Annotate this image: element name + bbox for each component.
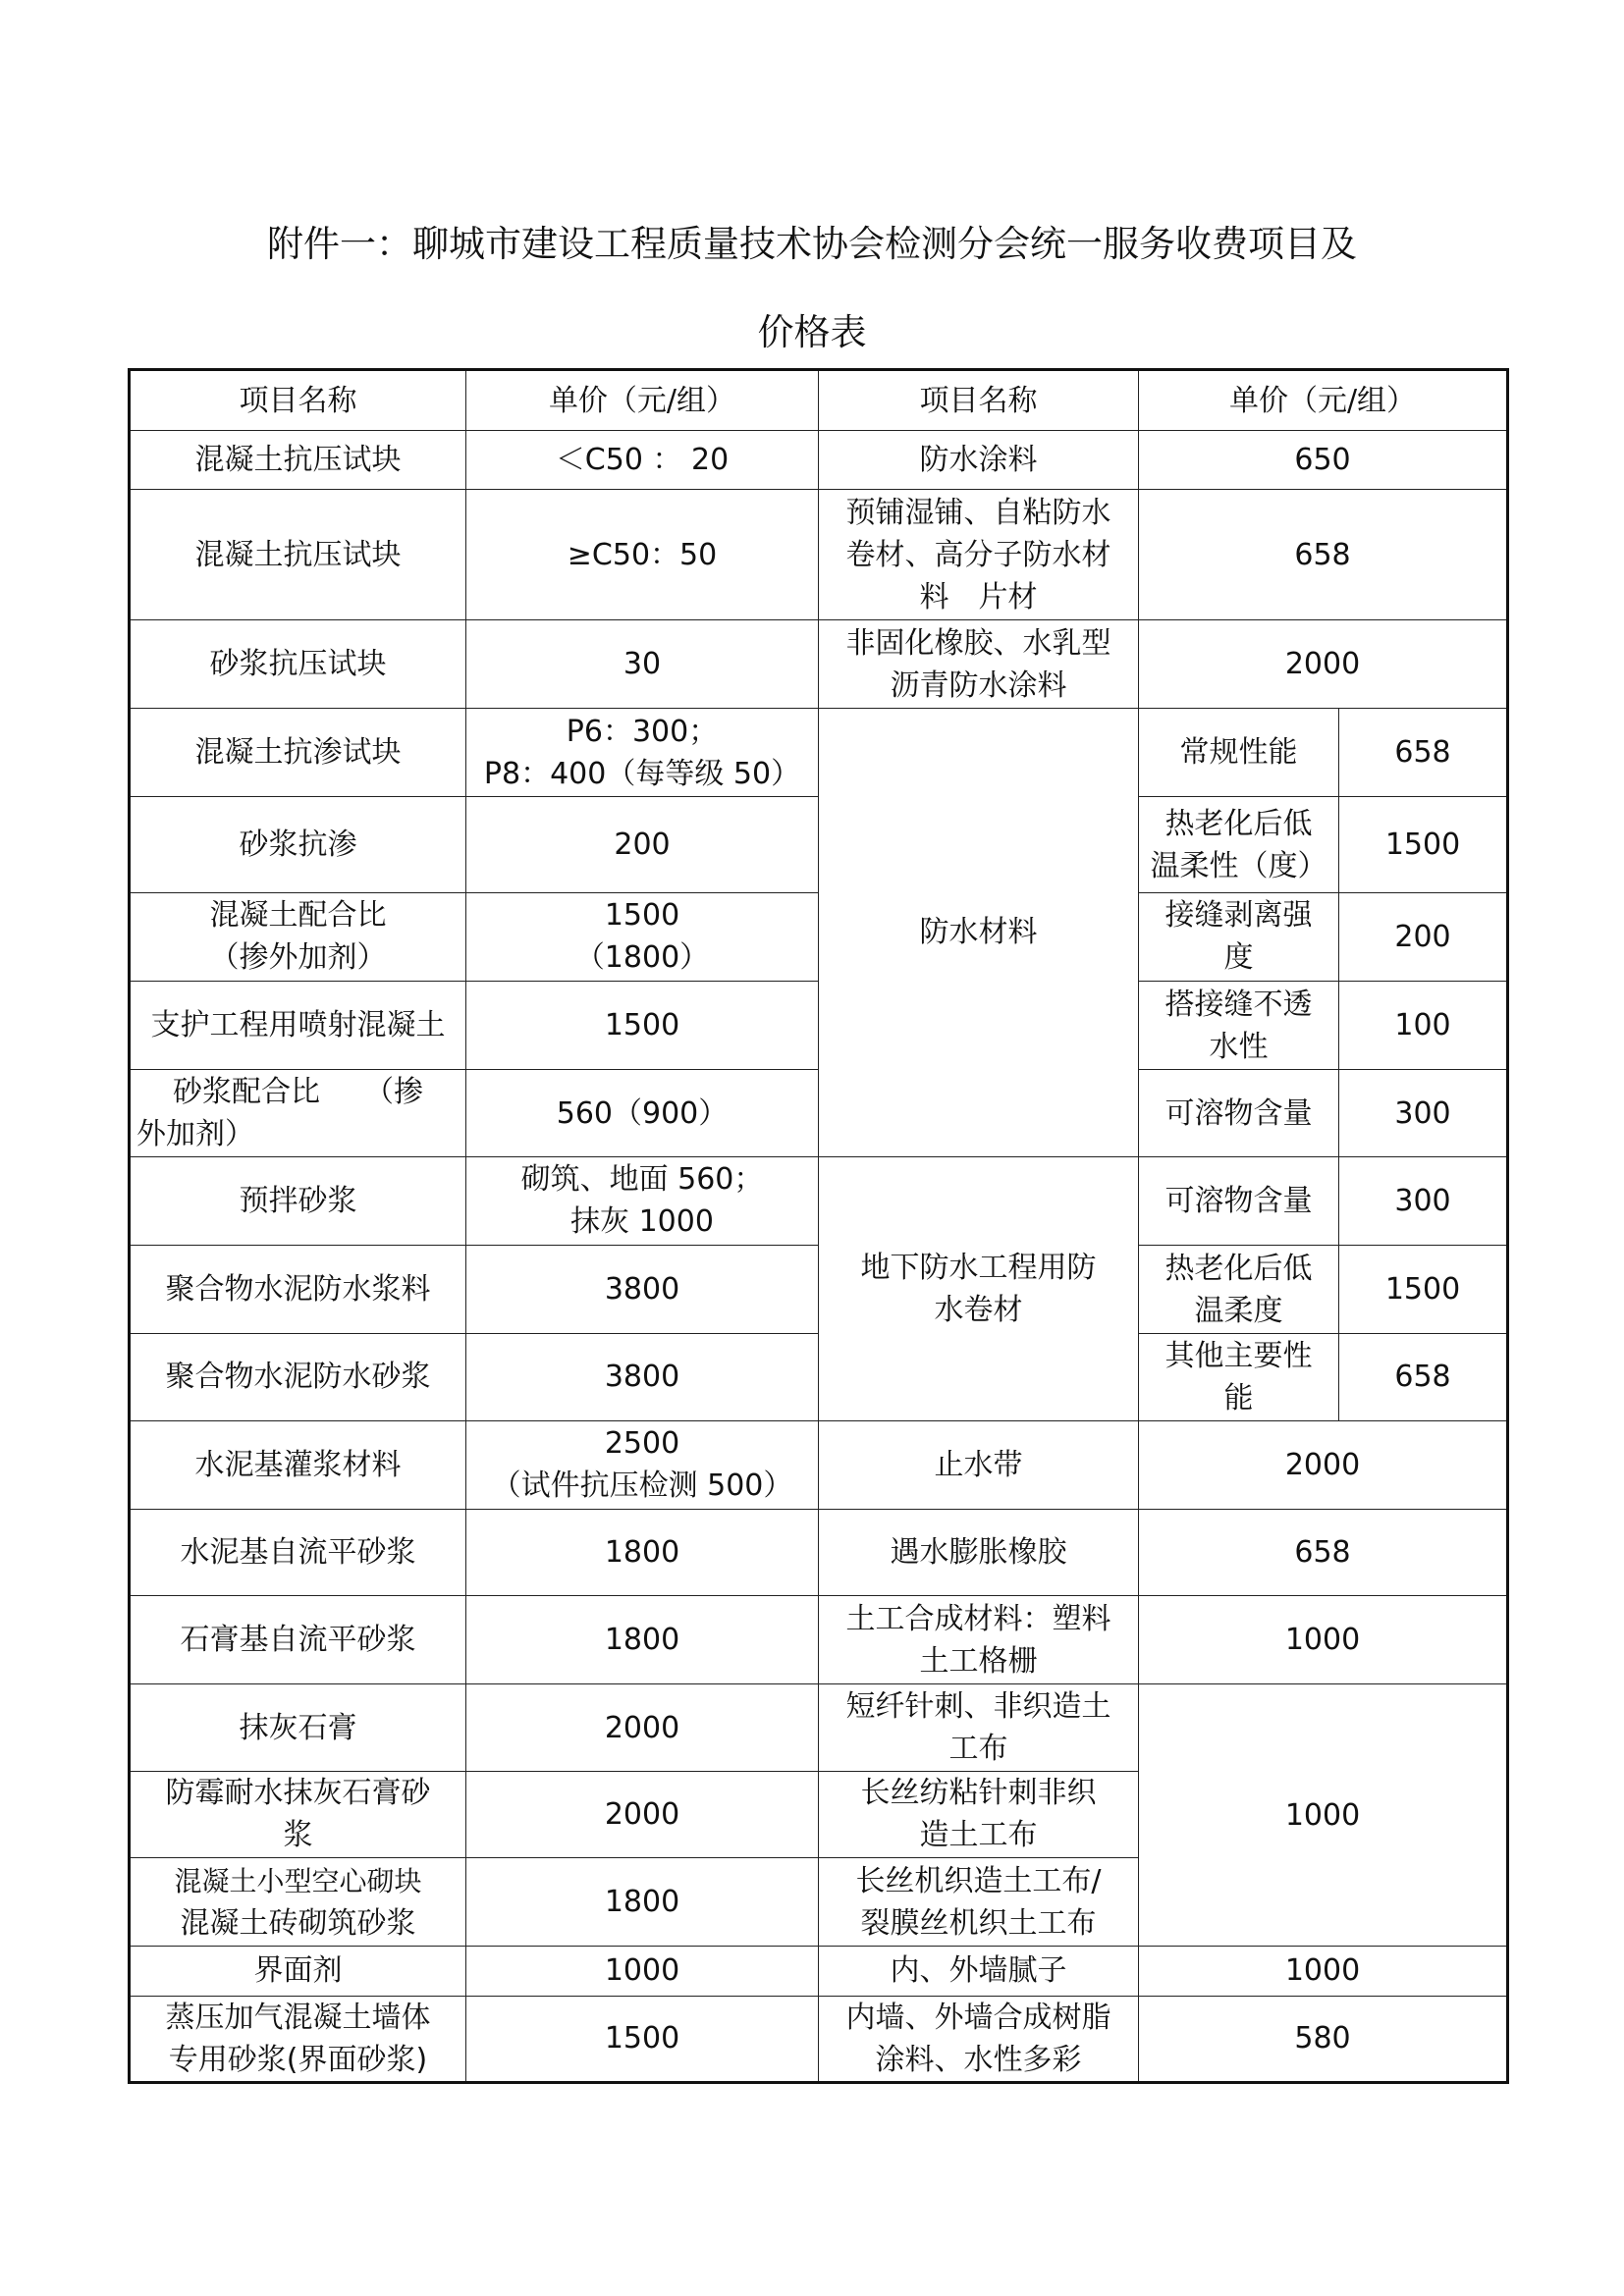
sub-item-name-line: 能 [1223, 1380, 1254, 1415]
item-name: 砂浆抗压试块 [130, 619, 466, 708]
table-row [130, 1420, 1508, 1509]
item-name: 混凝土抗渗试块 [130, 709, 466, 797]
item-price: 2000 [466, 1684, 819, 1771]
item-price-line: （1800） [574, 940, 710, 976]
item-name-line: 蒸压加气混凝土墙体 [165, 2000, 431, 2035]
item-name: 聚合物水泥防水浆料 [130, 1245, 466, 1333]
sub-item-name-line: 热老化后低 [1164, 1251, 1313, 1286]
item-price-line: 1500 [604, 898, 680, 934]
item-name-line: 长丝纺粘针刺非织 [860, 1776, 1097, 1811]
item-price: 658 [1139, 490, 1508, 619]
sub-item-name [1139, 1334, 1339, 1420]
item-price: 2000 [1139, 619, 1508, 708]
sub-item-name [1139, 982, 1339, 1070]
item-price [466, 709, 819, 797]
group-name-line: 地下防水工程用防 [860, 1250, 1097, 1285]
document-title-line2: 价格表 [757, 311, 867, 353]
item-name-line: 预铺湿铺、自粘防水 [845, 495, 1111, 530]
item-price: ≥C50：50 [466, 490, 819, 619]
item-name-line: 非固化橡胶、水乳型 [845, 625, 1111, 661]
sub-item-name: 可溶物含量 [1139, 1156, 1339, 1245]
item-price: 560（900） [466, 1070, 819, 1156]
item-price: 1000 [1139, 1947, 1508, 1996]
item-name [819, 490, 1139, 619]
sub-item-price: 1500 [1339, 1245, 1508, 1333]
table-row [130, 1684, 1508, 1771]
item-price: 30 [466, 619, 819, 708]
item-name [819, 1996, 1139, 2082]
item-price: 1500 [466, 1996, 819, 2082]
sub-item-name-line: 温柔度 [1194, 1293, 1283, 1328]
item-name: 止水带 [819, 1420, 1139, 1509]
item-price: 650 [1139, 431, 1508, 490]
table-row [130, 1947, 1508, 1996]
group-underground-waterproof [819, 1156, 1139, 1420]
item-name-line: （掺外加剂） [209, 940, 387, 976]
item-name: 聚合物水泥防水砂浆 [130, 1334, 466, 1420]
sub-item-name-line: 其他主要性 [1164, 1338, 1313, 1373]
table-row [130, 431, 1508, 490]
item-name [819, 1684, 1139, 1771]
item-price-line: 砌筑、地面 560； [520, 1162, 764, 1198]
item-price: 1000 [1139, 1596, 1508, 1684]
table-row [130, 1596, 1508, 1684]
item-name-line: 工布 [948, 1732, 1008, 1767]
item-price: 2000 [466, 1771, 819, 1857]
item-name: 混凝土抗压试块 [130, 490, 466, 619]
sub-item-price: 300 [1339, 1156, 1508, 1245]
item-name: 界面剂 [130, 1947, 466, 1996]
group-waterproof-materials: 防水材料 [819, 709, 1139, 1157]
item-price: 1800 [466, 1858, 819, 1947]
sub-item-name [1139, 892, 1339, 981]
item-price: 1800 [466, 1596, 819, 1684]
item-price: ＜C50 ： 20 [466, 431, 819, 490]
geotextile-price: 1000 [1139, 1684, 1508, 1947]
sub-item-name [1139, 1245, 1339, 1333]
item-name-line: 混凝土小型空心砌块 [174, 1864, 422, 1897]
item-price [466, 892, 819, 981]
item-name [130, 1771, 466, 1857]
item-name-line: 砂浆配合比 （掺 [173, 1075, 423, 1110]
item-name [819, 619, 1139, 708]
item-price: 3800 [466, 1334, 819, 1420]
item-name-line: 沥青防水涂料 [890, 667, 1067, 703]
item-name: 水泥基灌浆材料 [130, 1420, 466, 1509]
item-price-line: P8：400（每等级 50） [483, 756, 801, 791]
sub-item-name: 可溶物含量 [1139, 1070, 1339, 1156]
sub-item-name-line: 温柔性（度） [1150, 848, 1327, 883]
item-name-line: 料 片材 [919, 579, 1038, 614]
item-name-line: 专用砂浆(界面砂浆) [168, 2042, 428, 2077]
header-name-left: 项目名称 [130, 370, 466, 431]
item-name-line: 涂料、水性多彩 [875, 2042, 1082, 2077]
item-name [819, 1858, 1139, 1947]
item-name [130, 1858, 466, 1947]
document-title-line1: 附件一：聊城市建设工程质量技术协会检测分会统一服务收费项目及 [267, 223, 1357, 265]
item-price [466, 1420, 819, 1509]
sub-item-name-line: 水性 [1209, 1029, 1269, 1064]
item-price-line: 抹灰 1000 [570, 1204, 714, 1240]
item-name: 混凝土抗压试块 [130, 431, 466, 490]
table-row [130, 490, 1508, 619]
item-price [466, 1156, 819, 1245]
header-name-right: 项目名称 [819, 370, 1139, 431]
item-name-line: 浆 [283, 1818, 313, 1853]
item-name: 支护工程用喷射混凝土 [130, 982, 466, 1070]
table-header-row [130, 370, 1508, 431]
item-name [130, 1996, 466, 2082]
item-name: 砂浆抗渗 [130, 797, 466, 892]
item-name [130, 1070, 466, 1156]
item-price: 1800 [466, 1509, 819, 1595]
item-price-line: 2500 [604, 1426, 680, 1462]
item-name: 防水涂料 [819, 431, 1139, 490]
item-name: 水泥基自流平砂浆 [130, 1509, 466, 1595]
table-row [130, 619, 1508, 708]
item-name-line: 造土工布 [919, 1818, 1038, 1853]
sub-item-name-line: 度 [1223, 940, 1254, 976]
item-name [819, 1596, 1139, 1684]
item-name: 石膏基自流平砂浆 [130, 1596, 466, 1684]
item-price-line: P6：300； [566, 714, 719, 749]
item-name: 内、外墙腻子 [819, 1947, 1139, 1996]
sub-item-price: 658 [1339, 709, 1508, 797]
table-row [130, 1509, 1508, 1595]
item-price-line: （试件抗压检测 500） [491, 1468, 793, 1504]
item-price: 3800 [466, 1245, 819, 1333]
item-name-line: 长丝机织造土工布/ [855, 1863, 1102, 1898]
item-name: 抹灰石膏 [130, 1684, 466, 1771]
sub-item-price: 300 [1339, 1070, 1508, 1156]
sub-item-name-line: 接缝剥离强 [1164, 898, 1313, 934]
item-name-line: 混凝土砖砌筑砂浆 [180, 1905, 416, 1941]
price-table [128, 368, 1509, 2084]
item-name: 遇水膨胀橡胶 [819, 1509, 1139, 1595]
sub-item-name: 常规性能 [1139, 709, 1339, 797]
sub-item-price: 1500 [1339, 797, 1508, 892]
item-price: 658 [1139, 1509, 1508, 1595]
group-name-line: 水卷材 [934, 1292, 1023, 1327]
item-name-line: 混凝土配合比 [209, 898, 387, 934]
sub-item-name [1139, 797, 1339, 892]
item-price: 200 [466, 797, 819, 892]
item-price: 580 [1139, 1996, 1508, 2082]
sub-item-price: 200 [1339, 892, 1508, 981]
item-name-line: 裂膜丝机织土工布 [860, 1905, 1097, 1941]
item-name-line: 土工合成材料：塑料 [845, 1601, 1111, 1636]
item-name-line: 外加剂） [136, 1117, 254, 1152]
item-name [819, 1771, 1139, 1857]
item-name-line: 短纤针刺、非织造土 [845, 1689, 1111, 1725]
table-row [130, 1996, 1508, 2082]
table-row [130, 709, 1508, 797]
sub-item-price: 100 [1339, 982, 1508, 1070]
item-price: 2000 [1139, 1420, 1508, 1509]
item-name: 预拌砂浆 [130, 1156, 466, 1245]
item-name-line: 土工格栅 [919, 1643, 1038, 1679]
table-row [130, 1156, 1508, 1245]
item-price: 1000 [466, 1947, 819, 1996]
sub-item-price: 658 [1339, 1334, 1508, 1420]
item-name-line: 卷材、高分子防水材 [845, 537, 1111, 572]
item-name-line: 防霉耐水抹灰石膏砂 [165, 1776, 431, 1811]
header-price-right: 单价（元/组） [1139, 370, 1508, 431]
header-price-left: 单价（元/组） [466, 370, 819, 431]
sub-item-name-line: 搭接缝不透 [1164, 987, 1313, 1022]
item-price: 1500 [466, 982, 819, 1070]
item-name [130, 892, 466, 981]
sub-item-name-line: 热老化后低 [1164, 806, 1313, 841]
item-name-line: 内墙、外墙合成树脂 [845, 2000, 1111, 2035]
